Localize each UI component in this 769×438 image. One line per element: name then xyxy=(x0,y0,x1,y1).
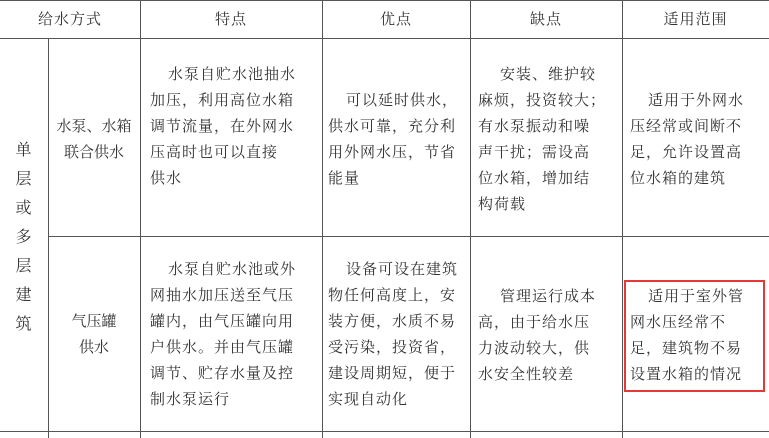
col-divider-5 xyxy=(622,0,623,438)
row1-advantage xyxy=(328,87,468,191)
text-line: 户供水。并由气压罐 xyxy=(150,338,295,356)
text-line: 压高时也可以直接 xyxy=(150,143,279,161)
header-disadvantage: 缺点 xyxy=(529,10,562,28)
text-line: 能量 xyxy=(328,169,361,187)
category-char: 或 xyxy=(15,198,33,217)
header-scope: 适用范围 xyxy=(663,10,728,28)
text-line: 足，建筑物不易 xyxy=(630,339,743,357)
row1-method xyxy=(48,113,140,165)
text-line: 罐内，由气压罐向用 xyxy=(150,312,295,330)
text-line: 水泵自贮水池或外 xyxy=(168,260,297,278)
text-line: 加压，利用高位水箱 xyxy=(150,91,295,109)
text-line: 供水 xyxy=(150,169,183,187)
col-divider-4 xyxy=(470,0,471,438)
text-line: 建设周期短，便于 xyxy=(328,364,457,382)
text-line: 受污染，投资省， xyxy=(328,338,457,356)
text-line: 设置水箱的情况 xyxy=(630,365,743,383)
col-divider-2 xyxy=(140,0,141,438)
col-divider-3 xyxy=(322,0,323,438)
table-top-border xyxy=(0,0,769,1)
text-line: 制水泵运行 xyxy=(150,390,231,408)
category-char: 多 xyxy=(15,227,33,246)
header-feature: 特点 xyxy=(214,10,247,28)
text-line: 可以延时供水， xyxy=(346,91,459,109)
text-line: 调节流量，在外网水 xyxy=(150,117,295,135)
highlight-box xyxy=(624,280,765,392)
text-line: 网水压经常不 xyxy=(630,313,727,331)
text-line: 力波动较大，供 xyxy=(478,339,591,357)
text-line: 装方便，水质不易 xyxy=(328,312,457,330)
col-divider-1 xyxy=(48,38,49,438)
text-line: 麻烦，投资较大； xyxy=(478,91,607,109)
row1-disadvantage xyxy=(478,61,620,217)
text-line: 管理运行成本 xyxy=(500,287,597,305)
text-line: 压经常或间断不 xyxy=(630,117,743,135)
row1-feature xyxy=(150,61,320,191)
category-char: 层 xyxy=(15,169,33,188)
text-line: 有水泵振动和噪 xyxy=(478,117,591,135)
text-line: 用外网水压，节省 xyxy=(328,143,457,161)
text-line: 气压罐 xyxy=(71,312,117,330)
text-line: 供水可靠，充分利 xyxy=(328,117,457,135)
text-line: 水泵、水箱 xyxy=(56,117,132,135)
text-line: 适用于外网水 xyxy=(648,91,745,109)
text-line: 物任何高度上，安 xyxy=(328,286,457,304)
text-line: 水安全性较差 xyxy=(478,365,575,383)
category-char: 层 xyxy=(15,256,33,275)
text-line: 设备可设在建筑 xyxy=(346,260,459,278)
row1-scope xyxy=(630,87,767,191)
header-advantage: 优点 xyxy=(379,10,412,28)
category-label xyxy=(14,135,34,338)
text-line: 调节、贮存水量及控 xyxy=(150,364,295,382)
text-line: 足，允许设置高 xyxy=(630,143,743,161)
header-bottom-border xyxy=(0,38,769,39)
text-line: 联合供水 xyxy=(63,143,124,161)
row2-disadvantage xyxy=(478,283,620,387)
text-line: 适用于室外管 xyxy=(648,287,745,305)
text-line: 水泵自贮水池抽水 xyxy=(168,65,297,83)
header-method: 给水方式 xyxy=(37,10,102,28)
category-char: 单 xyxy=(15,140,33,159)
text-line: 安装、维护较 xyxy=(500,65,597,83)
text-line: 实现自动化 xyxy=(328,390,409,408)
row2-feature xyxy=(150,256,320,412)
row-divider xyxy=(48,236,769,237)
row2-advantage xyxy=(328,256,468,412)
text-line: 供水 xyxy=(78,338,109,356)
text-line: 声干扰；需设高 xyxy=(478,143,591,161)
row2-method xyxy=(48,308,140,360)
category-char: 建 xyxy=(15,285,33,304)
text-line: 网抽水加压送至气压 xyxy=(150,286,295,304)
table-bottom-border xyxy=(0,431,769,432)
text-line: 位水箱的建筑 xyxy=(630,169,727,187)
category-char: 筑 xyxy=(15,314,33,333)
text-line: 构荷载 xyxy=(478,195,527,213)
text-line: 高，由于给水压 xyxy=(478,313,591,331)
text-line: 位水箱，增加结 xyxy=(478,169,591,187)
